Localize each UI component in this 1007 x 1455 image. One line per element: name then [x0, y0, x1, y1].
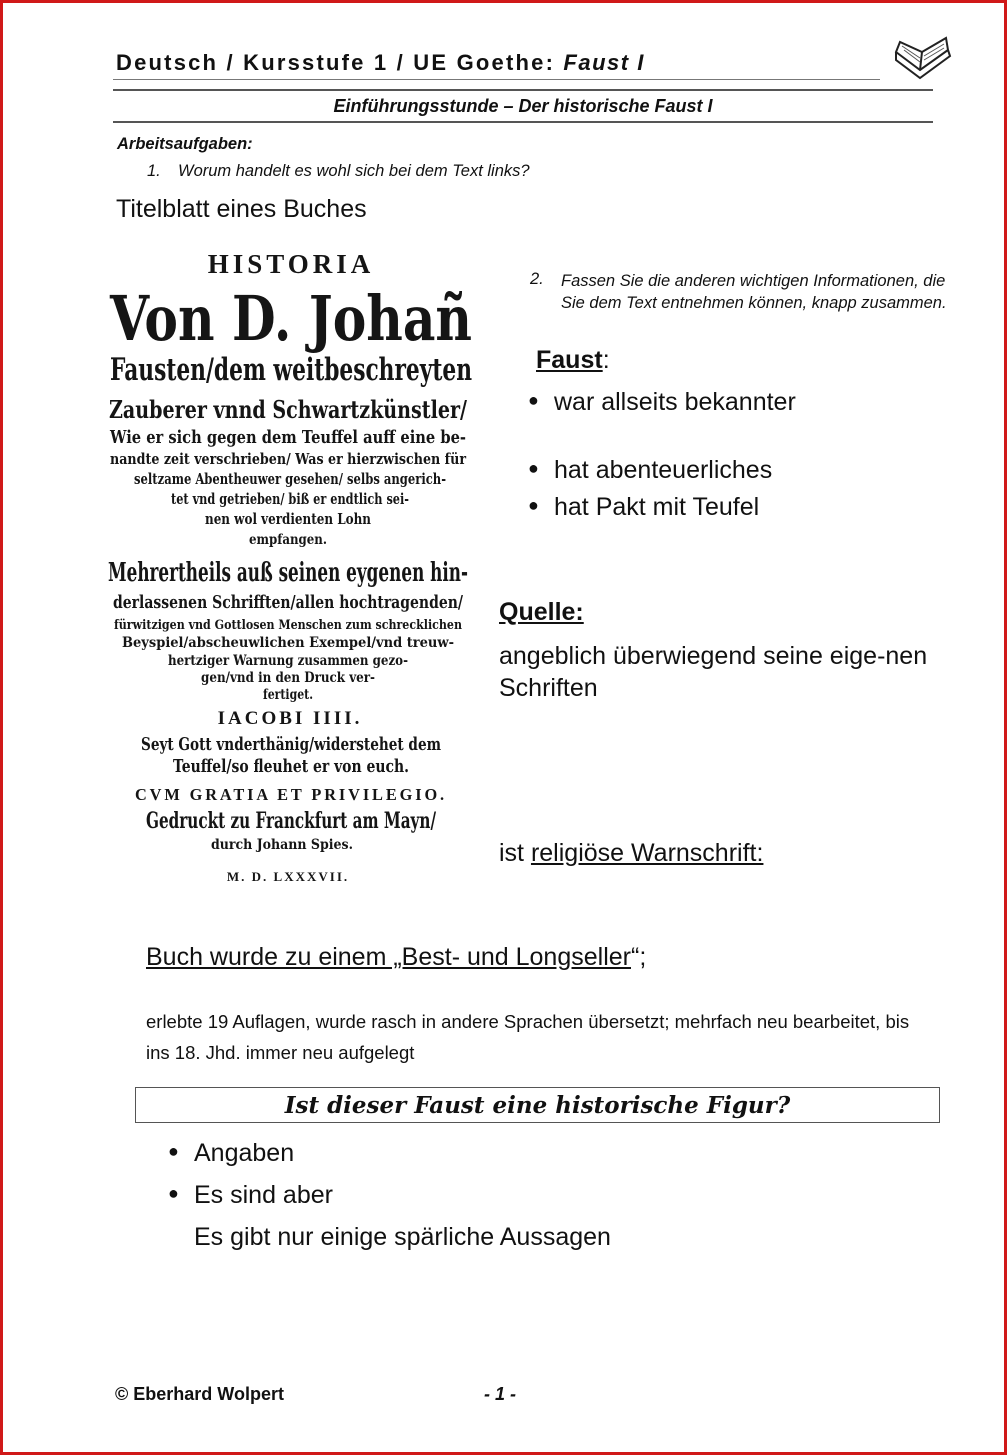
tp-line: fürwitzigen vnd Gottlosen Menschen zum schrecklichen	[114, 618, 463, 633]
tp-line: nen wol verdienten Lohn	[205, 510, 372, 528]
task-2-number: 2.	[530, 270, 544, 288]
tp-line: IACOBI IIII.	[217, 708, 363, 729]
tp-line: gen/vnd in den Druck ver-	[201, 670, 376, 686]
faust-colon: :	[602, 346, 610, 374]
faust-bullet-text: war allseits bekannter	[554, 388, 796, 416]
bestseller-line	[146, 943, 646, 972]
tp-line: durch Johann Spies.	[211, 837, 353, 853]
rule-bottom	[113, 121, 933, 123]
faust-label: Faust	[536, 346, 603, 374]
faust-bullet-text: hat Pakt mit Teufel	[554, 493, 760, 521]
tp-line: Seyt Gott vnderthänig/widerstehet dem	[141, 734, 441, 755]
bullet-icon: ●	[168, 1183, 179, 1203]
warnschrift-label: religiöse Warnschrift:	[530, 839, 764, 867]
faust-heading	[536, 346, 610, 375]
historia-title-page-image	[102, 238, 480, 888]
tp-line: Mehrertheils auß seinen eygenen hin-	[108, 558, 468, 588]
task-1-answer: Titelblatt eines Buches	[116, 195, 367, 223]
tp-line: derlassenen Schrifften/allen hochtragenden/	[113, 592, 464, 613]
bestseller-tail: “;	[631, 943, 647, 971]
footer-author: © Eberhard Wolpert	[115, 1384, 284, 1404]
historical-bullet-text: Es sind aber	[194, 1181, 333, 1209]
historical-bullet	[168, 1139, 294, 1168]
historical-bullet-text: Angaben	[194, 1139, 295, 1167]
tp-line: Teuffel/so fleuhet er von euch.	[173, 756, 409, 777]
task-1-question: Worum handelt es wohl sich bei dem Text links?	[178, 162, 530, 180]
historical-question-box: Ist dieser Faust eine historische Figur?	[135, 1087, 940, 1123]
quelle-heading: Quelle:	[499, 598, 584, 626]
tp-line: Zauberer vnnd Schwartzkünstler/	[109, 395, 468, 424]
bullet-icon: ●	[168, 1141, 179, 1161]
tp-line: nandte zeit verschrieben/ Was er hierzwischen für	[110, 450, 467, 468]
faust-bullet	[528, 388, 796, 417]
tp-line: M. D. LXXXVII.	[226, 869, 350, 884]
lesson-subtitle: Einführungsstunde – Der historische Faust I	[333, 96, 713, 116]
warnschrift-line	[499, 839, 763, 868]
tp-line: empfangen.	[249, 532, 327, 548]
tp-line: fertiget.	[263, 687, 313, 703]
course-label: Deutsch / Kursstufe 1 / UE Goethe:	[116, 50, 556, 75]
tp-line: CVM GRATIA ET PRIVILEGIO.	[135, 785, 447, 804]
faust-bullet	[528, 493, 759, 522]
tp-line: HISTORIA	[207, 249, 375, 279]
tp-line: Gedruckt zu Franckfurt am Mayn/	[146, 808, 437, 834]
quelle-text: angeblich überwiegend seine eige-nen Schriften	[499, 642, 928, 702]
tp-line: tet vnd getrieben/ biß er endtlich sei-	[171, 490, 409, 508]
bullet-icon: ●	[528, 458, 539, 478]
bullet-icon: ●	[528, 390, 539, 410]
warnschrift-prefix: ist	[499, 839, 531, 867]
book-icon	[892, 30, 952, 87]
rule-top	[113, 89, 933, 91]
faust-bullet-text: hat abenteuerliches	[554, 456, 773, 484]
header-underline	[113, 79, 880, 80]
tp-line: Wie er sich gegen dem Teuffel auff eine be-	[109, 427, 466, 448]
tasks-heading: Arbeitsaufgaben:	[117, 135, 253, 153]
bullet-icon: ●	[528, 495, 539, 515]
tp-line: Von D. Johañ	[109, 282, 472, 355]
task-1-number: 1.	[147, 162, 161, 180]
historical-bullet	[168, 1181, 333, 1210]
bestseller-details: erlebte 19 Auflagen, wurde rasch in andere Sprachen übersetzt; mehrfach neu bearbeitet, bis ins 18. Jhd. immer neu aufgelegt	[146, 1011, 910, 1063]
work-title: Faust I	[563, 50, 645, 75]
faust-bullet	[528, 456, 772, 485]
tp-line: seltzame Abentheuwer gesehen/ selbs angerich-	[134, 470, 446, 488]
tp-line: Beyspiel/abscheuwlichen Exempel/vnd treuw-	[122, 635, 455, 651]
historical-continuation: Es gibt nur einige spärliche Aussagen	[194, 1223, 611, 1251]
bestseller-text: Buch wurde zu einem „Best- und Longseller	[146, 943, 631, 971]
footer-page-number: - 1 -	[484, 1384, 517, 1404]
task-2-question: Fassen Sie die anderen wichtigen Informationen, die Sie dem Text entnehmen können, knapp zusammen.	[561, 272, 947, 312]
tp-line: Fausten/dem weitbeschreyten	[110, 352, 472, 388]
tp-line: hertziger Warnung zusammen gezo-	[168, 653, 409, 669]
page-header	[116, 50, 645, 76]
